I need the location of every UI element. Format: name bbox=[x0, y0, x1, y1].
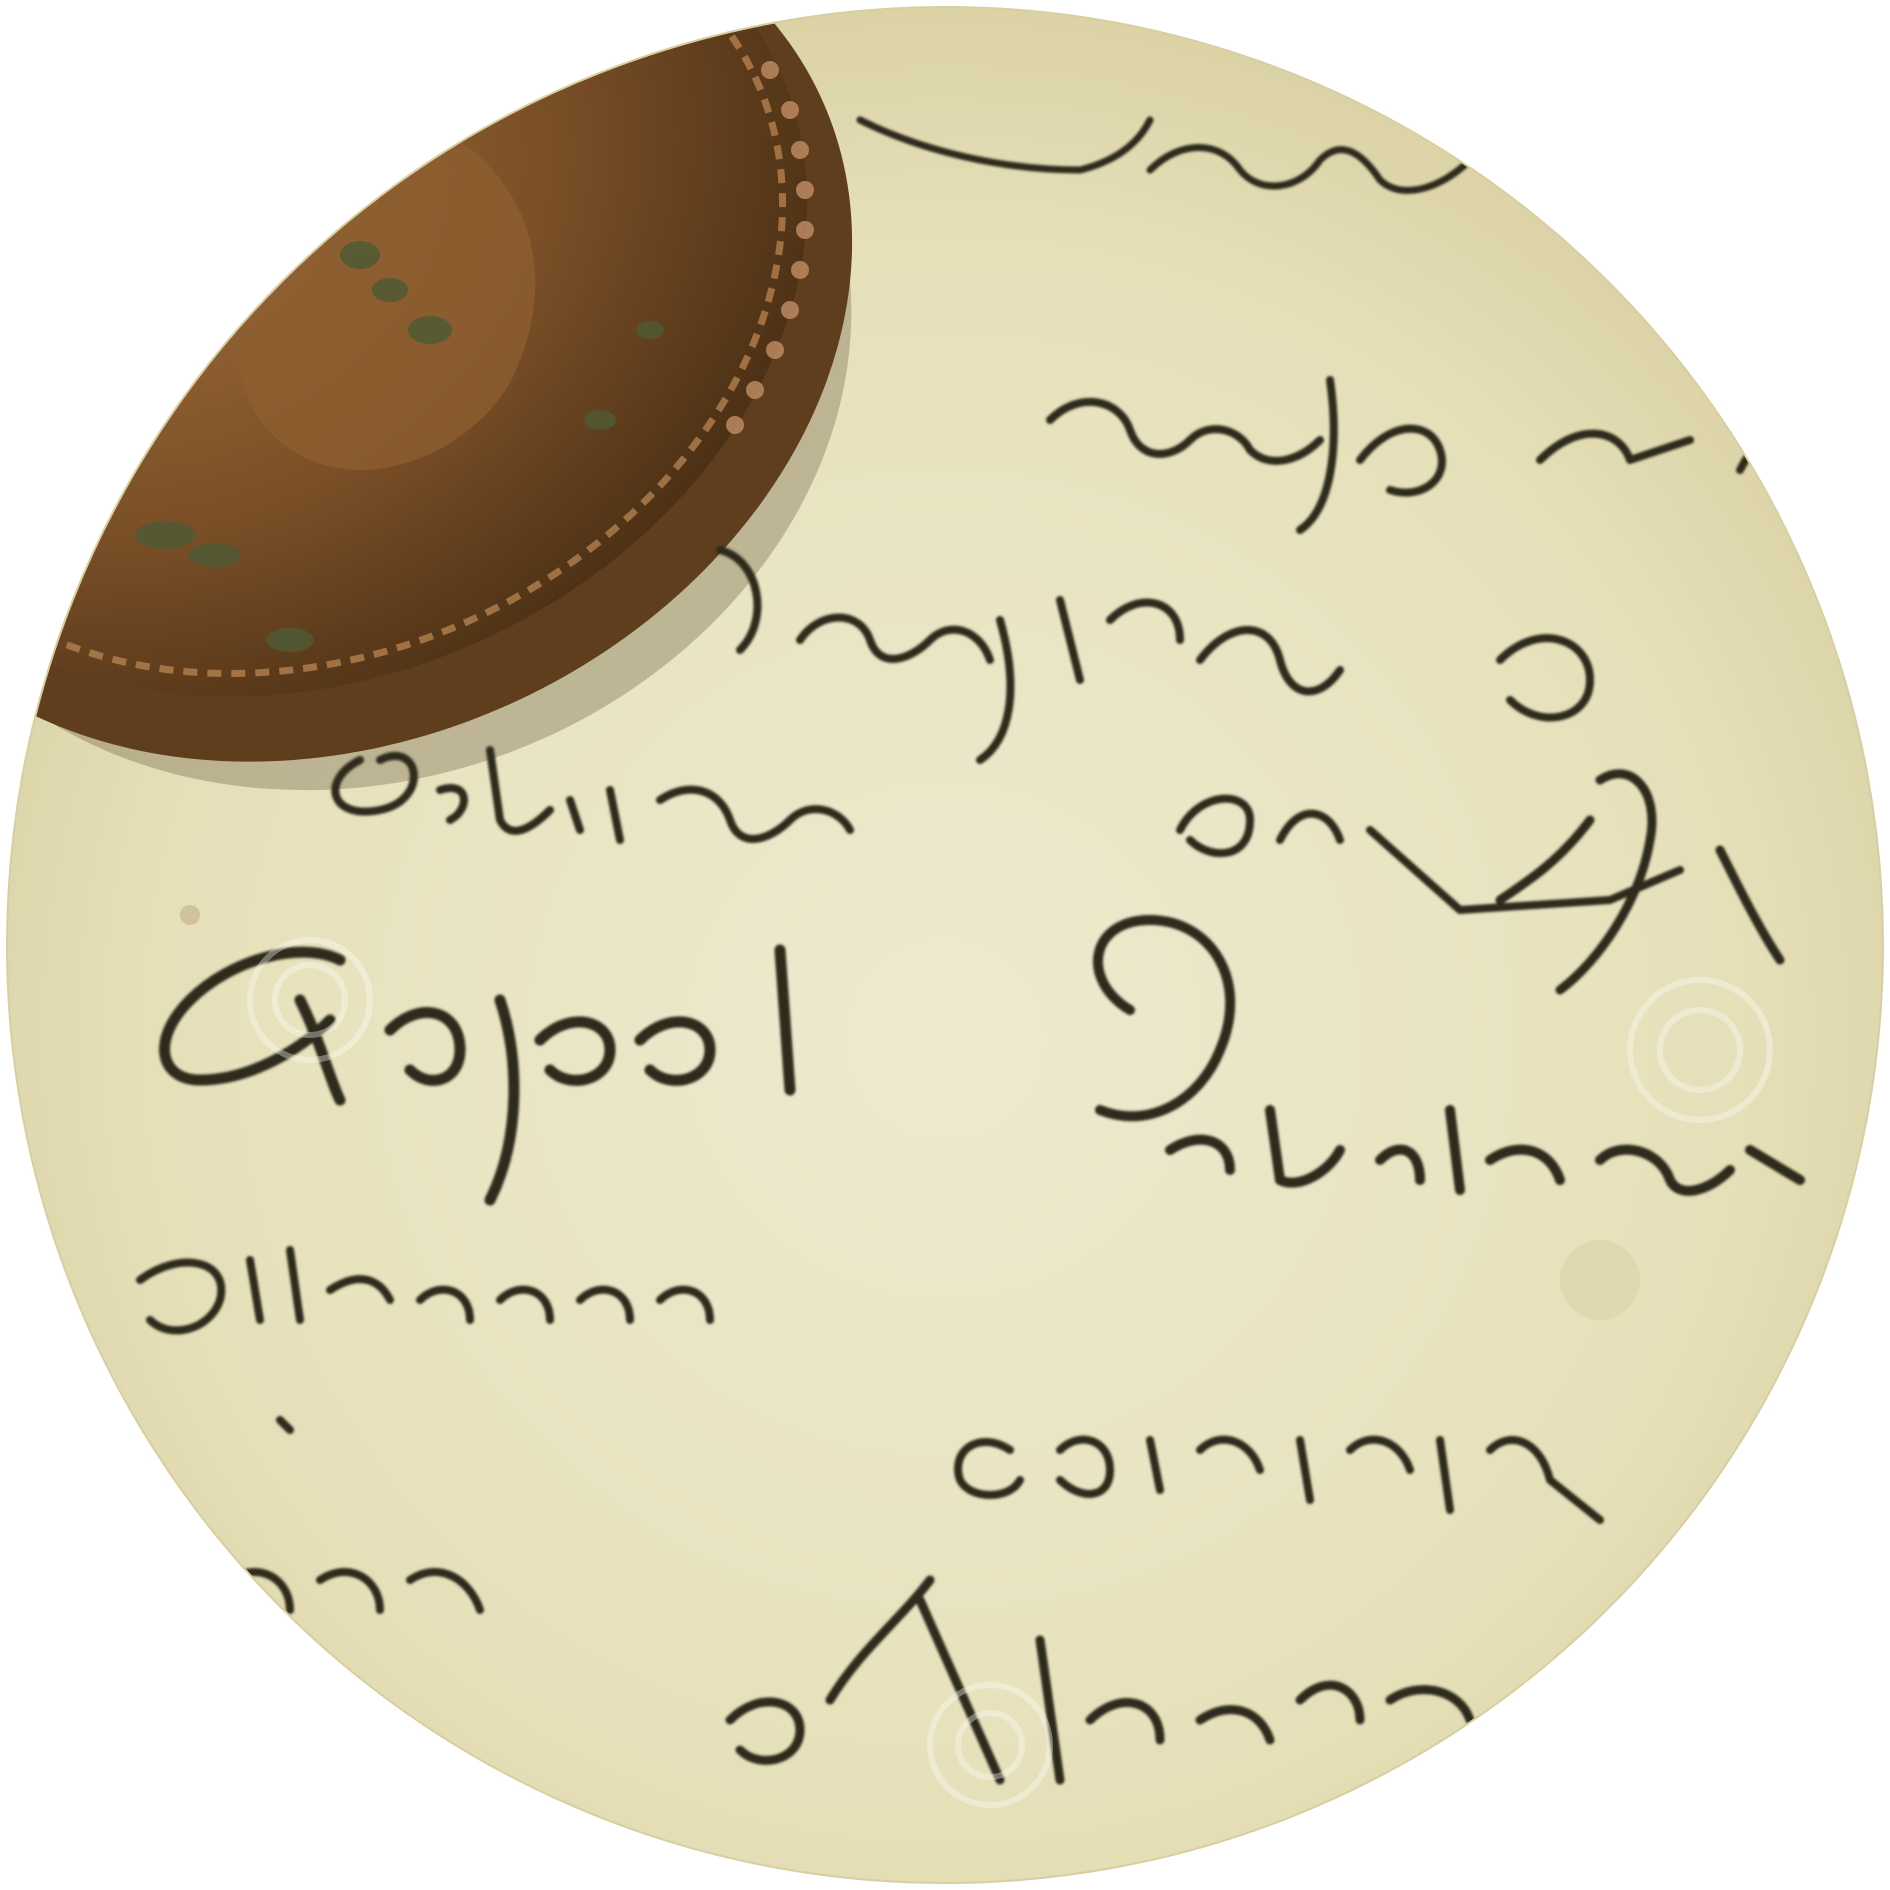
paper-stain bbox=[1560, 1240, 1640, 1320]
paper-stain bbox=[180, 905, 200, 925]
